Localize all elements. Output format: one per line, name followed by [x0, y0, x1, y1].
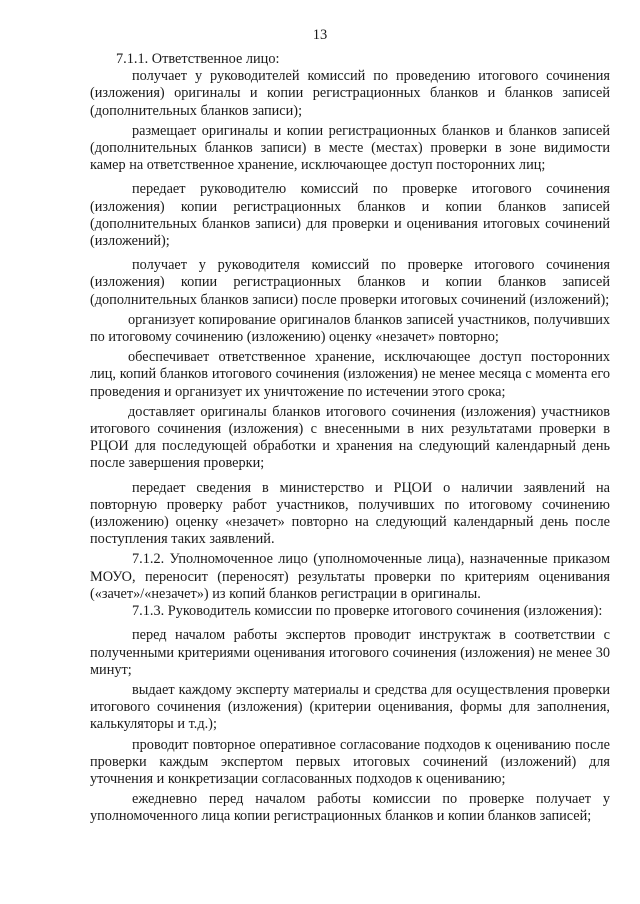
paragraph: размещает оригиналы и копии регистрационных бланков и бланков записей (дополнительных бланков записи) в месте (местах) проверки в зоне видимости камер на ответственное хранение, исключающее доступ посторонних лиц; [90, 122, 610, 174]
document-body [90, 51, 610, 826]
page-number: 13 [312, 27, 328, 43]
paragraph: получает у руководителя комиссий по проверке итогового сочинения (изложения) копии регистрационных бланков и копии бланков записей (дополнительных бланков записи) после проверки итоговых сочинений (изложений); [90, 257, 610, 308]
paragraph: обеспечивает ответственное хранение, исключающее доступ посторонних лиц, копий бланков итогового сочинения (изложения) не менее месяца с момента его проведения и организует их уничтожение по истечении этого срока; [90, 349, 610, 400]
paragraph: организует копирование оригиналов бланков записей участников, получивших по итоговому сочинению (изложению) оценку «незачет» повторно; [90, 311, 610, 346]
paragraph: получает у руководителей комиссий по проведению итогового сочинения (изложения) оригиналы и копии регистрационных бланков и бланков записей (дополнительных бланков записи); [90, 68, 610, 119]
paragraph: передает сведения в министерство и РЦОИ о наличии заявлений на повторную проверку работ участников, получивших по итоговому сочинению (изложению) оценку «незачет» повторно на следующий календарный день после поступления таких заявлений. [90, 479, 610, 548]
paragraph: передает руководителю комиссий по проверке итогового сочинения (изложения) копии регистрационных бланков и копии бланков записей (дополнительных бланков записи) для проверки и оценивания итоговых сочинений (изложений); [90, 181, 610, 250]
paragraph: доставляет оригиналы бланков итогового сочинения (изложения) участников итогового сочинения (изложения) с внесенными в них результатами проверки в РЦОИ для последующей обработки и хранения на следующий календарный день после завершения проверки; [90, 403, 610, 472]
paragraph: перед началом работы экспертов проводит инструктаж в соответствии с полученными критериями оценивания итогового сочинения (изложения) не менее 30 минут; [90, 627, 610, 678]
section-heading-7-1-1: 7.1.1. Ответственное лицо: [116, 51, 280, 67]
paragraph: выдает каждому эксперту материалы и средства для осуществления проверки итогового сочинения (изложения) (критерии оценивания, формы для заполнения, калькуляторы и т.д.); [90, 681, 610, 733]
section-heading-7-1-3: 7.1.3. Руководитель комиссии по проверке итогового сочинения (изложения): [132, 603, 603, 620]
section-paragraph-7-1-2: 7.1.2. Уполномоченное лицо (уполномоченные лица), назначенные приказом МОУО, переносит (переносят) результаты проверки по критериям оценивания («зачет»/«незачет») из копий бланков регистрации в оригиналы. [90, 551, 610, 602]
paragraph: проводит повторное оперативное согласование подходов к оцениванию после проверки каждым экспертом первых итоговых сочинений (изложений) для уточнения и конкретизации согласованных подходов к оцениванию; [90, 736, 610, 787]
paragraph: ежедневно перед началом работы комиссии по проверке получает у уполномоченного лица копии регистрационных бланков и копии бланков записей; [90, 791, 610, 825]
